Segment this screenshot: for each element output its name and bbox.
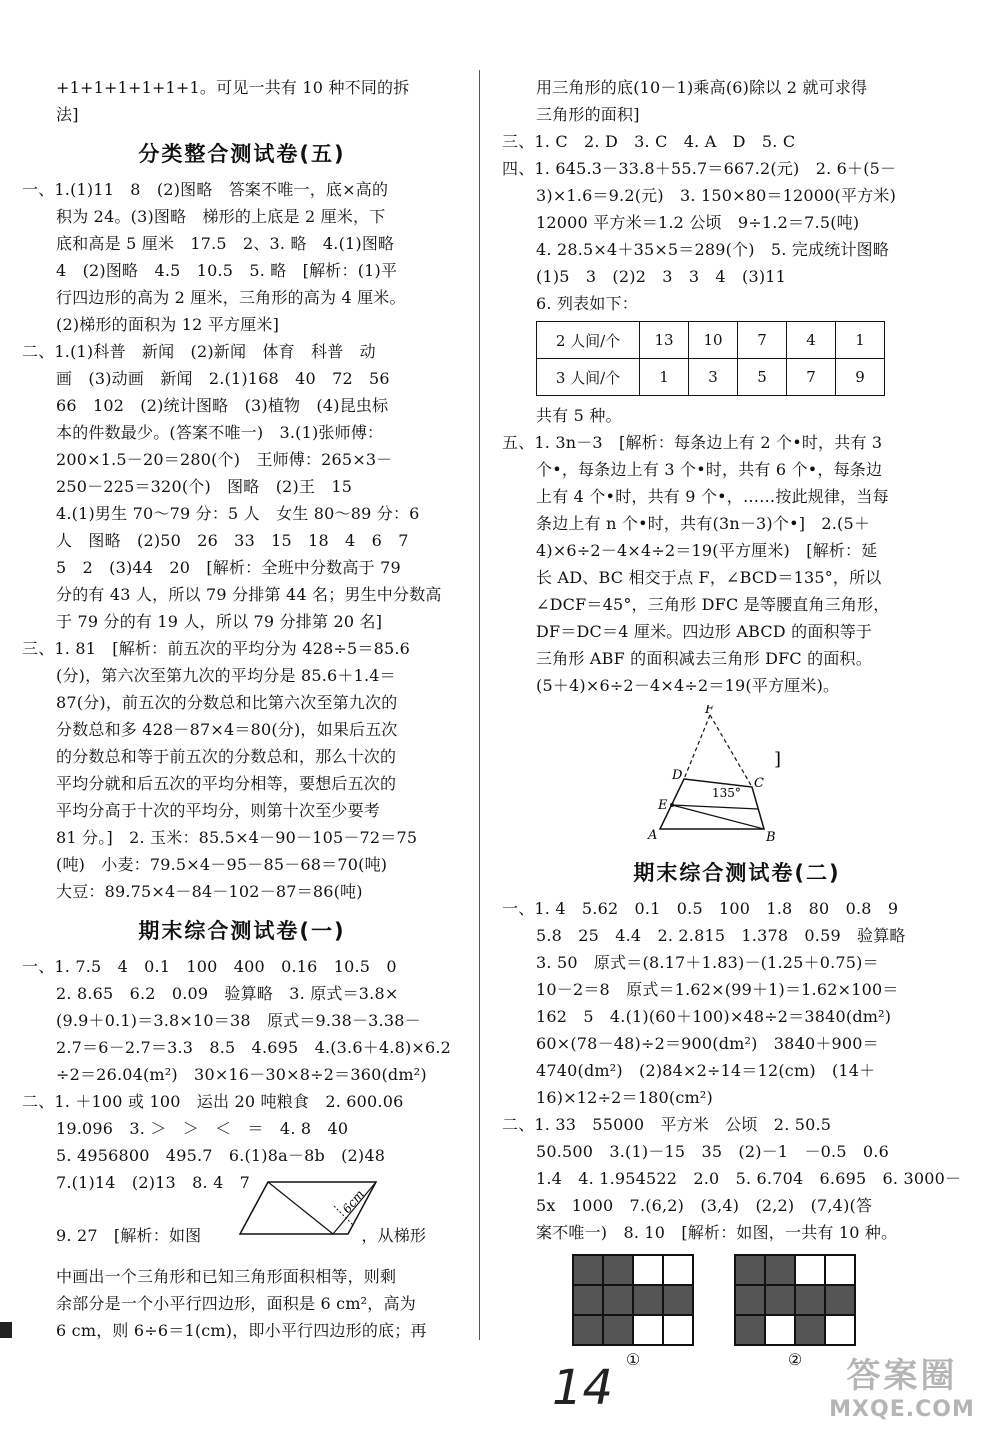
text-line: 二、1. 33 55000 平方米 公顷 2. 50.5 [502,1115,832,1134]
table-cell: 3 [689,359,738,396]
text-line: 平均分就和后五次的平均分相等，要想后五次的 [56,774,397,793]
text-line: 条边上有 n 个•时，共有(3n－3)个•] 2.(5＋ [536,514,871,533]
text-line: +1+1+1+1+1+1。可见一共有 10 种不同的拆 [56,78,410,97]
text-line: 分的有 43 人，所以 79 分排第 44 名；男生中分数高 [56,585,442,604]
final-2-body [502,895,972,1246]
text-line: (5＋4)×6÷2－4×4÷2＝19(平方厘米)。 [536,676,840,695]
text-line: 法] [56,105,79,124]
text-line: 3. 50 原式＝(8.17＋1.83)－(1.25＋0.75)＝ [536,953,879,972]
table-cell: 13 [640,322,689,359]
closing-bracket: ] [774,749,782,770]
table-cell: 7 [738,322,787,359]
label-e: E [658,798,668,813]
text-line: 4)×6÷2－4×4÷2＝19(平方厘米) [解析：延 [536,541,878,560]
text-line: 本的件数最少。(答案不唯一) 3.(1)张师傅： [56,423,384,442]
text-line: (分)，第六次至第九次的平均分是 85.6＋1.4＝ [56,666,396,685]
text-line: 分数总和多 428－87×4＝80(分)，如果后五次 [56,720,398,739]
q9-text: 9. 27 [解析：如图 [56,1226,202,1245]
text-line: 一、1. 7.5 4 0.1 100 400 0.16 10.5 0 [22,957,397,976]
grid-1 [572,1254,694,1346]
rooms-table [536,321,885,396]
text-line: ÷2＝26.04(m²) 30×16－30×8÷2＝360(dm²) [56,1065,427,1084]
text-line: 人 图略 (2)50 26 33 15 18 4 6 7 [56,531,409,550]
dashed-edge-fc [710,715,752,787]
grid-figure-1 [572,1254,694,1369]
section-title-5: 分类整合测试卷(五) [138,142,346,166]
text-line: ∠DCF＝45°，三角形 DFC 是等腰直角三角形， [536,595,890,614]
text-line: (吨) 小麦：79.5×4－95－85－68＝70(吨) [56,855,388,874]
dashed-edge-fd [684,715,710,779]
q9-tail: ，从梯形 [361,1226,427,1245]
text-line: 余部分是一个小平行四边形，面积是 6 cm²，高为 [56,1294,416,1313]
section-title-final-1: 期末综合测试卷(一) [138,919,346,943]
text-line: 4740(dm²) (2)84×2÷14＝12(cm) (14＋ [536,1061,876,1080]
text-line: (1)5 3 (2)2 3 3 4 (3)11 [536,267,787,286]
table-cell: 7 [787,359,836,396]
text-line: 4 (2)图略 4.5 10.5 5. 略 [解析：(1)平 [56,261,398,280]
table-cell: 4 [787,322,836,359]
grid-2 [734,1254,856,1346]
text-line: 66 102 (2)统计图略 (3)植物 (4)昆虫标 [56,396,389,415]
column-divider [479,70,480,1340]
text-line: 底和高是 5 厘米 17.5 2、3. 略 4.(1)图略 [56,234,395,253]
text-line: 三、1. 81 [解析：前五次的平均分为 428÷5＝85.6 [22,639,410,658]
angle-label: 135° [712,786,741,800]
text-line: 50.500 3.(1)－15 35 (2)－1 －0.5 0.6 [536,1142,889,1161]
text-line: 中画出一个三角形和已知三角形面积相等，则剩 [56,1267,397,1286]
text-line: 上有 4 个•时，共有 9 个•，……按此规律，当每 [536,487,889,506]
right-after-table [502,402,972,699]
watermark-line-1: 答案圈 [846,1356,958,1396]
right-top-body [502,74,972,317]
table-cell: 5 [738,359,787,396]
text-line: 87(分)，前五次的分数总和比第六次至第九次的 [56,693,398,712]
left-column [22,74,462,1344]
table-row [537,359,885,396]
text-line: 162 5 4.(1)(60＋100)×48÷2＝3840(dm²) [536,1007,892,1026]
table-cell: 1 [640,359,689,396]
label-a: A [648,828,658,843]
table-row [537,322,885,359]
text-line: 2. 8.65 6.2 0.09 验算略 3. 原式＝3.8× [56,984,399,1003]
text-line: 250－225＝320(个) 图略 (2)王 15 [56,477,353,496]
label-d: D [672,768,683,783]
text-line: 二、1. ＋100 或 100 运出 20 吨粮食 2. 600.06 [22,1092,404,1111]
text-line: 5.8 25 4.4 2. 2.815 1.378 0.59 验算略 [536,926,906,945]
text-line: 81 分。] 2. 玉米：85.5×4－90－105－72＝75 [56,828,418,847]
height-label: 6cm [339,1187,367,1216]
text-line: 画 (3)动画 新闻 2.(1)168 40 72 56 [56,369,390,388]
section-5-body [22,176,462,905]
text-line: 个•，每条边上有 3 个•时，共有 6 个•，每条边 [536,460,883,479]
page-number: 14 [552,1360,614,1416]
text-line: 2.7＝6－2.7＝3.3 8.5 4.695 4.(3.6＋4.8)×6.2 [56,1038,452,1057]
text-line: 10－2＝8 原式＝1.62×(99＋1)＝1.62×100＝ [536,980,899,999]
triangle-figure [642,705,792,843]
text-line: 6. 列表如下： [536,294,638,313]
grid-label-2: ② [787,1350,803,1369]
text-line: 三角形的面积] [536,105,640,124]
text-line: 积为 24。(3)图略 梯形的上底是 2 厘米，下 [56,207,386,226]
table-cell: 10 [689,322,738,359]
text-line: 三角形 ABF 的面积减去三角形 DFC 的面积。 [536,649,872,668]
text-line: 200×1.5－20＝280(个) 王师傅：265×3－ [56,450,393,469]
text-line: 平均分高于十次的平均分，则第十次至少要考 [56,801,381,820]
text-line: (2)梯形的面积为 12 平方厘米] [56,315,280,334]
row-header: 3 人间/个 [537,359,640,396]
text-line: (9.9＋0.1)＝3.8×10＝38 原式＝9.38－3.38－ [56,1011,421,1030]
text-line: 大豆：89.75×4－84－102－87＝86(吨) [56,882,363,901]
label-c: C [754,776,764,791]
text-line: 的分数总和等于前五次的分数总和，那么十次的 [56,747,397,766]
final-1-body [22,953,462,1196]
text-line: 4. 28.5×4＋35×5＝289(个) 5. 完成统计图略 [536,240,890,259]
text-line: 案不唯一) 8. 10 [解析：如图，一共有 10 种。 [536,1223,898,1242]
label-f: F [705,705,715,717]
text-line: 四、1. 645.3－33.8＋55.7＝667.2(元) 2. 6＋(5－ [502,159,897,178]
trapezoid-diagonal [268,1182,333,1234]
trapezoid-figure [238,1178,388,1240]
text-line: 6 cm，则 6÷6＝1(cm)，即小平行四边形的底；再 [56,1321,427,1340]
label-b: B [766,830,776,843]
text-line: DF＝DC＝4 厘米。四边形 ABCD 的面积等于 [536,622,873,641]
text-line: 行四边形的高为 2 厘米，三角形的高为 4 厘米。 [56,288,406,307]
text-line: 五、1. 3n－3 [解析：每条边上有 2 个•时，共有 3 [502,433,883,452]
text-line: 4.(1)男生 70～79 分：5 人 女生 80～89 分：6 [56,504,420,523]
watermark-logo [812,1348,992,1422]
text-line: 于 79 分的有 19 人，所以 79 分排第 20 名] [56,612,383,631]
text-line: 共有 5 种。 [536,406,622,425]
right-column [502,74,972,1369]
text-line: 12000 平方米＝1.2 公顷 9÷1.2＝7.5(吨) [536,213,860,232]
text-line: 一、1. 4 5.62 0.1 0.5 100 1.8 80 0.8 9 [502,899,899,918]
text-line: 3)×1.6＝9.2(元) 3. 150×80＝12000(平方米) [536,186,897,205]
text-line: 三、1. C 2. D 3. C 4. A D 5. C [502,132,796,151]
text-line: 1.4 4. 1.954522 2.0 5. 6.704 6.695 6. 3000－ [536,1169,962,1188]
corner-mark [0,1322,12,1338]
text-line: 二、1.(1)科普 新闻 (2)新闻 体育 科普 动 [22,342,376,361]
text-line: 5 2 (3)44 20 [解析：全班中分数高于 79 [56,558,401,577]
text-line: 5. 4956800 495.7 6.(1)8a－8b (2)48 [56,1146,386,1165]
row-header: 2 人间/个 [537,322,640,359]
text-line: 5x 1000 7.(6,2) (3,4) (2,2) (7,4)(答 [536,1196,873,1215]
text-line: 16)×12÷2＝180(cm²) [536,1088,713,1107]
final-1-end [22,1263,462,1344]
table-cell: 1 [836,322,885,359]
text-line: 用三角形的底(10－1)乘高(6)除以 2 就可求得 [536,78,868,97]
text-line: 60×(78－48)÷2＝900(dm²) 3840＋900＝ [536,1034,879,1053]
text-line: 7.(1)14 (2)13 8. 4 7 [56,1173,251,1192]
point-e [670,803,674,807]
text-line: 19.096 3. ＞ ＞ ＜ ＝ 4. 8 40 [56,1119,349,1138]
grid-label-1: ① [625,1350,641,1369]
section-title-final-2: 期末综合测试卷(二) [633,861,841,885]
table-cell: 9 [836,359,885,396]
text-line: 长 AD、BC 相交于点 F，∠BCD＝135°，所以 [536,568,882,587]
text-line: 一、1.(1)11 8 (2)图略 答案不唯一，底×高的 [22,180,389,199]
watermark-line-2: MXQE.COM [829,1397,975,1422]
